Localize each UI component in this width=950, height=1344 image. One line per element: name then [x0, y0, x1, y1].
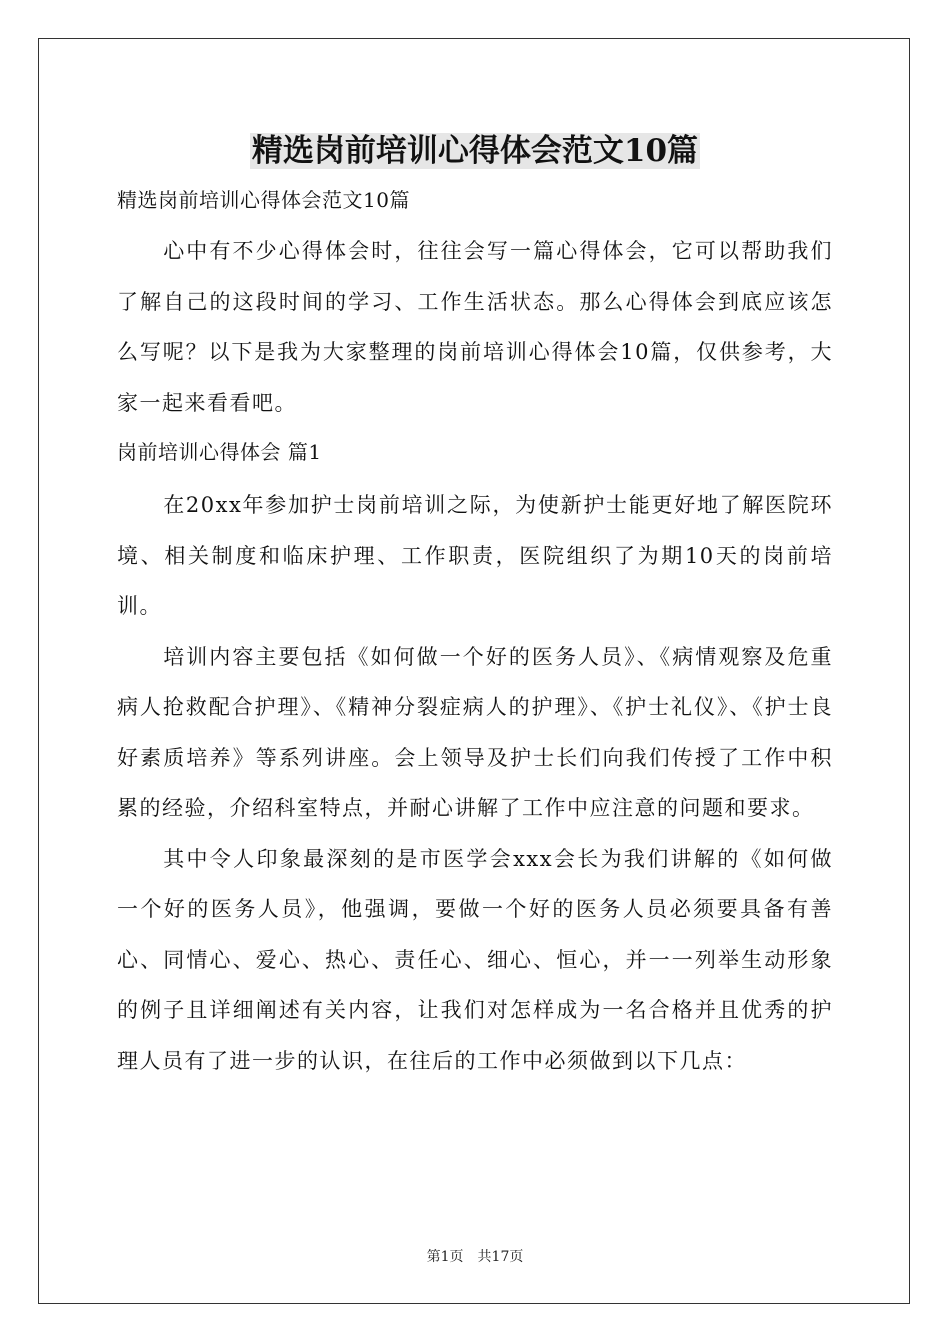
body-paragraph-3: 其中令人印象最深刻的是市医学会xxx会长为我们讲解的《如何做一个好的医务人员》，他强调，要做一个好的医务人员必须要具备有善心、同情心、爱心、热心、责任心、细心、恒心，并一一列举生动形象的例子且详细阐述有关内容，让我们对怎样成为一名合格并且优秀的护理人员有了进一步的认识，在往后的工作中必须做到以下几点： — [117, 846, 833, 1073]
page-footer: 第1页 共17页 — [426, 1249, 524, 1265]
document-title — [0, 128, 950, 174]
document-title-text: 精选岗前培训心得体会范文10篇 — [251, 133, 699, 169]
section-heading: 岗前培训心得体会 篇1 — [117, 440, 322, 464]
intro-paragraph: 心中有不少心得体会时，往往会写一篇心得体会，它可以帮助我们了解自己的这段时间的学习、工作生活状态。那么心得体会到底应该怎么写呢？以下是我为大家整理的岗前培训心得体会10篇，仅供参考，大家一起来看看吧。 — [117, 239, 833, 415]
document-body — [117, 180, 833, 1086]
body-paragraph-2: 培训内容主要包括《如何做一个好的医务人员》、《病情观察及危重病人抢救配合护理》、《精神分裂症病人的护理》、《护士礼仪》、《护士良好素质培养》等系列讲座。会上领导及护士长们向我们传授了工作中积累的经验，介绍科室特点，并耐心讲解了工作中应注意的问题和要求。 — [117, 644, 833, 820]
document-subtitle: 精选岗前培训心得体会范文10篇 — [117, 188, 410, 212]
body-paragraph-1: 在20xx年参加护士岗前培训之际，为使新护士能更好地了解医院环境、相关制度和临床护理、工作职责，医院组织了为期10天的岗前培训。 — [117, 493, 833, 618]
